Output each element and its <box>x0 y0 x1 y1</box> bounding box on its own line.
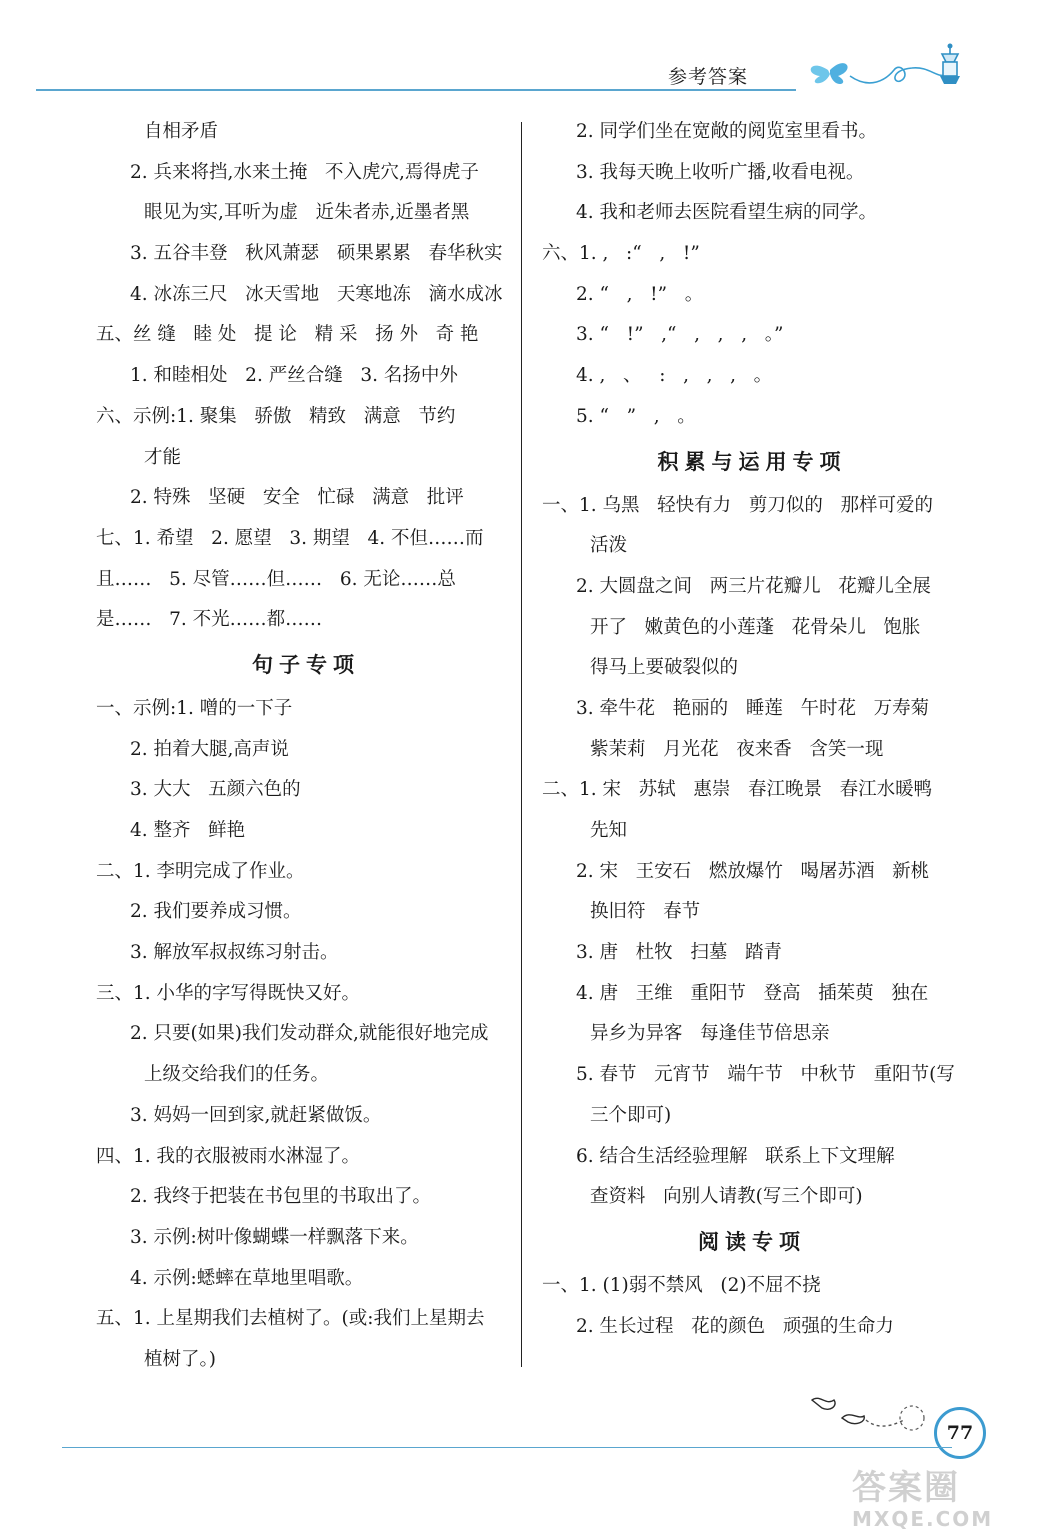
answer-line: 2. 特殊 坚硬 安全 忙碌 满意 批评 <box>130 487 464 509</box>
answer-line: 是…… 7. 不光……都…… <box>96 609 323 631</box>
answer-line: 六、1. , :“ , !” <box>542 243 700 265</box>
answer-line: 2. 兵来将挡,水来土掩 不入虎穴,焉得虎子 <box>130 161 479 183</box>
answer-line: 2. 同学们坐在宽敞的阅览室里看书。 <box>576 121 878 142</box>
answer-line: 上级交给我们的任务。 <box>144 1064 330 1086</box>
answer-line: 二、1. 李明完成了作业。 <box>96 860 305 882</box>
answer-line: 先知 <box>590 820 628 841</box>
answer-line: 一、示例:1. 噌的一下子 <box>96 697 293 719</box>
answer-line: 4. 我和老师去医院看望生病的同学。 <box>576 202 878 224</box>
answer-line: 3. 牵牛花 艳丽的 睡莲 午时花 万寿菊 <box>576 697 930 719</box>
answer-line: 2. 我终于把装在书包里的书取出了。 <box>130 1186 432 1208</box>
answer-line: 眼见为实,耳听为虚 近朱者赤,近墨者黑 <box>144 202 470 224</box>
answer-line: 五、丝 缝 睦 处 提 论 精 采 扬 外 奇 艳 <box>96 324 479 346</box>
header-title: 参考答案 <box>668 66 749 88</box>
answer-line: 4. 示例:蟋蟀在草地里唱歌。 <box>130 1267 364 1289</box>
answer-line: 才能 <box>144 446 182 468</box>
right-column <box>542 112 962 1347</box>
section-heading: 积累与运用专项 <box>657 449 847 474</box>
answer-line: 3. 解放军叔叔练习射击。 <box>130 942 339 964</box>
answer-line: 植树了。) <box>144 1348 216 1370</box>
watermark-domain: MXQE.COM <box>852 1507 994 1531</box>
answer-line: 五、1. 上星期我们去植树了。(或:我们上星期去 <box>96 1308 485 1330</box>
answer-line: 2. 我们要养成习惯。 <box>130 901 302 923</box>
answer-line: 异乡为异客 每逢佳节倍思亲 <box>590 1023 830 1045</box>
answer-line: 紫茉莉 月光花 夜来香 含笑一现 <box>590 738 884 760</box>
section-heading: 句子专项 <box>252 652 360 677</box>
answer-line: 三个即可) <box>590 1104 672 1126</box>
answer-line: 3. 妈妈一回到家,就赶紧做饭。 <box>130 1104 382 1126</box>
answer-line: 一、1. (1)弱不禁风 (2)不屈不挠 <box>542 1274 821 1296</box>
column-divider <box>521 122 522 1367</box>
answer-line: 2. “ , !” 。 <box>576 283 704 305</box>
answer-line: 二、1. 宋 苏轼 惠崇 春江晚景 春江水暖鸭 <box>542 779 933 801</box>
answer-line: 得马上要破裂似的 <box>590 657 739 679</box>
bird-decoration-icon <box>808 1390 938 1440</box>
answer-line: 3. 唐 杜牧 扫墓 踏青 <box>576 942 782 964</box>
answer-line: 开了 嫩黄色的小莲蓬 花骨朵儿 饱胀 <box>590 616 921 638</box>
answer-line: 四、1. 我的衣服被雨水淋湿了。 <box>96 1145 361 1167</box>
answer-line: 换旧符 春节 <box>590 901 701 923</box>
answer-line: 活泼 <box>590 535 628 557</box>
answer-line: 2. 拍着大腿,高声说 <box>130 738 289 760</box>
answer-line: 6. 结合生活经验理解 联系上下文理解 <box>576 1145 895 1167</box>
answer-line: 5. “ ” , 。 <box>576 405 696 427</box>
answer-line: 且…… 5. 尽管……但…… 6. 无论……总 <box>96 568 456 590</box>
answer-line: 3. 大大 五颜六色的 <box>130 779 301 801</box>
answer-line: 3. 五谷丰登 秋风萧瑟 硕果累累 春华秋实 <box>130 243 503 265</box>
answer-line: 六、示例:1. 聚集 骄傲 精致 满意 节约 <box>96 405 456 427</box>
answer-line: 3. “ !” ,“ , , , 。” <box>576 324 784 346</box>
answer-line: 2. 大圆盘之间 两三片花瓣儿 花瓣儿全展 <box>576 575 931 597</box>
watermark-logo <box>852 1468 1052 1534</box>
page-number: 77 <box>934 1407 986 1459</box>
left-column <box>96 112 516 1381</box>
answer-line: 三、1. 小华的字写得既快又好。 <box>96 982 361 1004</box>
header-rule <box>36 89 796 91</box>
answer-line: 2. 只要(如果)我们发动群众,就能很好地完成 <box>130 1023 489 1045</box>
butterfly-lamp-decoration-icon <box>790 40 980 90</box>
answer-line: 4. 唐 王维 重阳节 登高 插茱萸 独在 <box>576 982 929 1004</box>
answer-line: 4. 冰冻三尺 冰天雪地 天寒地冻 滴水成冰 <box>130 283 503 305</box>
answer-line: 一、1. 乌黑 轻快有力 剪刀似的 那样可爱的 <box>542 494 933 516</box>
answer-line: 七、1. 希望 2. 愿望 3. 期望 4. 不但……而 <box>96 527 484 549</box>
watermark-title: 答案圈 <box>852 1468 960 1508</box>
answer-line: 2. 宋 王安石 燃放爆竹 喝屠苏酒 新桃 <box>576 860 930 882</box>
answer-line: 4. 整齐 鲜艳 <box>130 820 246 841</box>
answer-line: 4. , 、 : , , , 。 <box>576 365 773 387</box>
section-heading: 阅读专项 <box>698 1229 806 1254</box>
footer-rule <box>62 1447 952 1448</box>
answer-line: 5. 春节 元宵节 端午节 中秋节 重阳节(写 <box>576 1064 955 1086</box>
answer-line: 自相矛盾 <box>144 121 219 142</box>
answer-line: 2. 生长过程 花的颜色 顽强的生命力 <box>576 1315 894 1337</box>
answer-line: 3. 示例:树叶像蝴蝶一样飘落下来。 <box>130 1226 419 1248</box>
answer-line: 3. 我每天晚上收听广播,收看电视。 <box>576 161 865 183</box>
answer-line: 查资料 向别人请教(写三个即可) <box>590 1186 863 1208</box>
answer-line: 1. 和睦相处 2. 严丝合缝 3. 名扬中外 <box>130 365 458 387</box>
